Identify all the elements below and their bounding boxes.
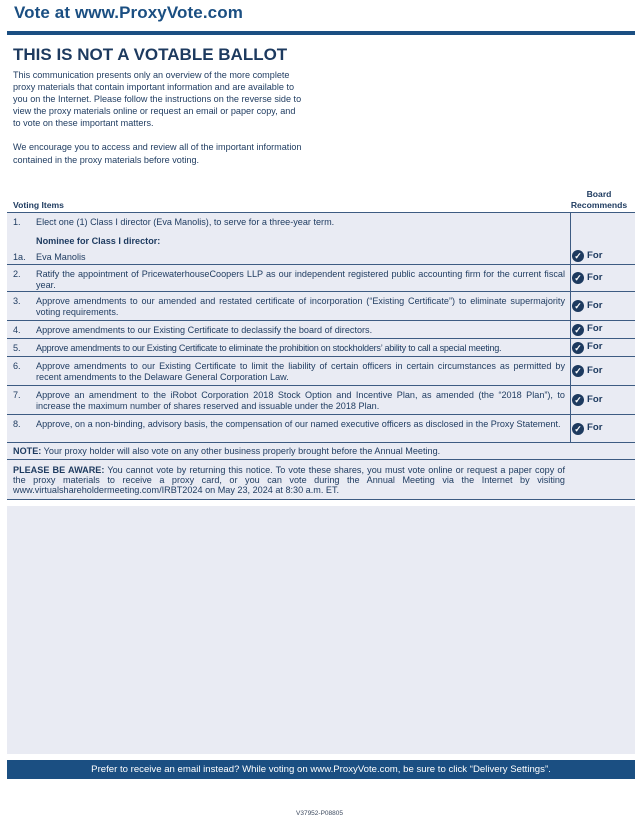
recommendation-cell — [570, 386, 635, 414]
voting-item-row — [7, 357, 635, 386]
voting-item-row — [7, 415, 635, 443]
intro-paragraph-1: This communication presents only an overview of the more complete proxy materials that contain important information and are available to you on the Internet. Please follow the instructions on the reverse side to view the proxy materials online or request an email or paper copy, and to vote on these important matters. — [13, 70, 302, 129]
voting-item-row — [7, 292, 635, 321]
recommendation-cell — [570, 213, 635, 232]
item-text: Approve an amendment to the iRobot Corporation 2018 Stock Option and Incentive Plan, as amended (the “2018 Plan”), to increase the maximum number of shares reserved and issuable under the 2018 Plan. — [36, 390, 565, 411]
checkmark-circle-icon: ✓ — [572, 250, 584, 262]
recommendation-label: For — [587, 271, 603, 283]
item-text: Ratify the appointment of PricewaterhouseCoopers LLP as our independent registered public accounting firm for the current fiscal year. — [36, 269, 565, 290]
recommendation-label: For — [587, 422, 603, 434]
item-text: Approve amendments to our Existing Certificate to limit the liability of certain officers in certain circumstances as permitted by recent amendments to the Delaware General Corporation Law. — [36, 361, 565, 382]
recommendation-cell — [570, 265, 635, 291]
document-code: V37952-P08805 — [296, 810, 343, 817]
checkmark-circle-icon: ✓ — [572, 423, 584, 435]
checkmark-circle-icon: ✓ — [572, 342, 584, 354]
column-header-board-recommends — [566, 189, 632, 210]
intro-paragraph-2: We encourage you to access and review all of the important information contained in the proxy materials before voting. — [13, 142, 302, 165]
recommendation-cell — [570, 415, 635, 442]
recommendation-label: For — [587, 364, 603, 376]
aware-label: PLEASE BE AWARE: — [13, 464, 105, 475]
item-number: 2. — [13, 269, 21, 279]
checkmark-circle-icon: ✓ — [572, 365, 584, 377]
item-number: 8. — [13, 419, 21, 429]
column-header-voting-items: Voting Items — [13, 200, 64, 210]
item-number: 1a. — [13, 252, 26, 262]
item-text: Approve amendments to our amended and restated certificate of incorporation (“Existing Certificate”) to eliminate supermajority voting requirements. — [36, 296, 565, 317]
recommendation-cell — [570, 321, 635, 338]
note-row — [7, 443, 635, 460]
voting-item-row — [7, 213, 635, 232]
recommendation-cell — [570, 292, 635, 320]
item-text: Approve amendments to our Existing Certificate to eliminate the prohibition on stockholders’ ability to call a special meeting. — [36, 343, 502, 353]
recommendation-label: For — [587, 341, 603, 353]
voting-item-row — [7, 339, 635, 357]
item-number: 4. — [13, 325, 21, 335]
please-be-aware-row — [7, 460, 635, 501]
recommendation-label: For — [587, 393, 603, 405]
note-label: NOTE: — [13, 446, 42, 456]
voting-item-row — [7, 386, 635, 415]
board-header-line1: Board — [586, 189, 612, 199]
recommendation-cell — [570, 248, 635, 264]
ballot-title: THIS IS NOT A VOTABLE BALLOT — [13, 45, 288, 64]
recommendation-label: For — [587, 323, 603, 335]
nominee-header-text: Nominee for Class I director: — [36, 236, 161, 246]
recommendation-cell — [570, 339, 635, 356]
header-rule — [7, 31, 635, 35]
voting-item-row — [7, 321, 635, 339]
table-column-headers — [9, 189, 634, 212]
checkmark-circle-icon: ✓ — [572, 300, 584, 312]
voting-item-row — [7, 265, 635, 292]
voting-item-row — [7, 248, 635, 265]
item-text: Approve, on a non-binding, advisory basis, the compensation of our named executive officers as disclosed in the Proxy Statement. — [36, 419, 561, 429]
blank-panel — [7, 506, 635, 754]
item-text: Eva Manolis — [36, 252, 86, 262]
item-number: 6. — [13, 361, 21, 371]
recommendation-label: For — [587, 299, 603, 311]
item-number: 5. — [13, 343, 21, 353]
item-text: Approve amendments to our Existing Certificate to declassify the board of directors. — [36, 325, 373, 335]
intro-text — [13, 69, 305, 166]
nominee-header-row — [7, 232, 635, 248]
item-text: Elect one (1) Class I director (Eva Manolis), to serve for a three-year term. — [36, 217, 335, 227]
note-text: Your proxy holder will also vote on any other business properly brought before the Annual Meeting. — [41, 446, 441, 456]
item-number: 3. — [13, 296, 21, 306]
checkmark-circle-icon: ✓ — [572, 394, 584, 406]
aware-text: You cannot vote by returning this notice. To vote these shares, you must vote online or request a paper copy of the proxy materials to receive a proxy card, or you can vote during the Annual Meeting via the Internet by visiting www.virtualshareholdermeeting.com/IRBT2024 on May 23, 2024 at 8:30 a.m. ET. — [13, 464, 566, 495]
header-title: Vote at www.ProxyVote.com — [14, 3, 243, 22]
recommendation-label: For — [587, 249, 603, 261]
recommendation-cell — [570, 357, 635, 385]
checkmark-circle-icon: ✓ — [572, 324, 584, 336]
voting-items-table — [7, 212, 635, 500]
recommendation-cell — [570, 232, 635, 248]
item-number: 1. — [13, 217, 21, 227]
board-header-line2: Recommends — [570, 199, 628, 210]
delivery-settings-banner: Prefer to receive an email instead? While voting on www.ProxyVote.com, be sure to click “Delivery Settings”. — [7, 760, 635, 779]
item-number: 7. — [13, 390, 21, 400]
checkmark-circle-icon: ✓ — [572, 272, 584, 284]
